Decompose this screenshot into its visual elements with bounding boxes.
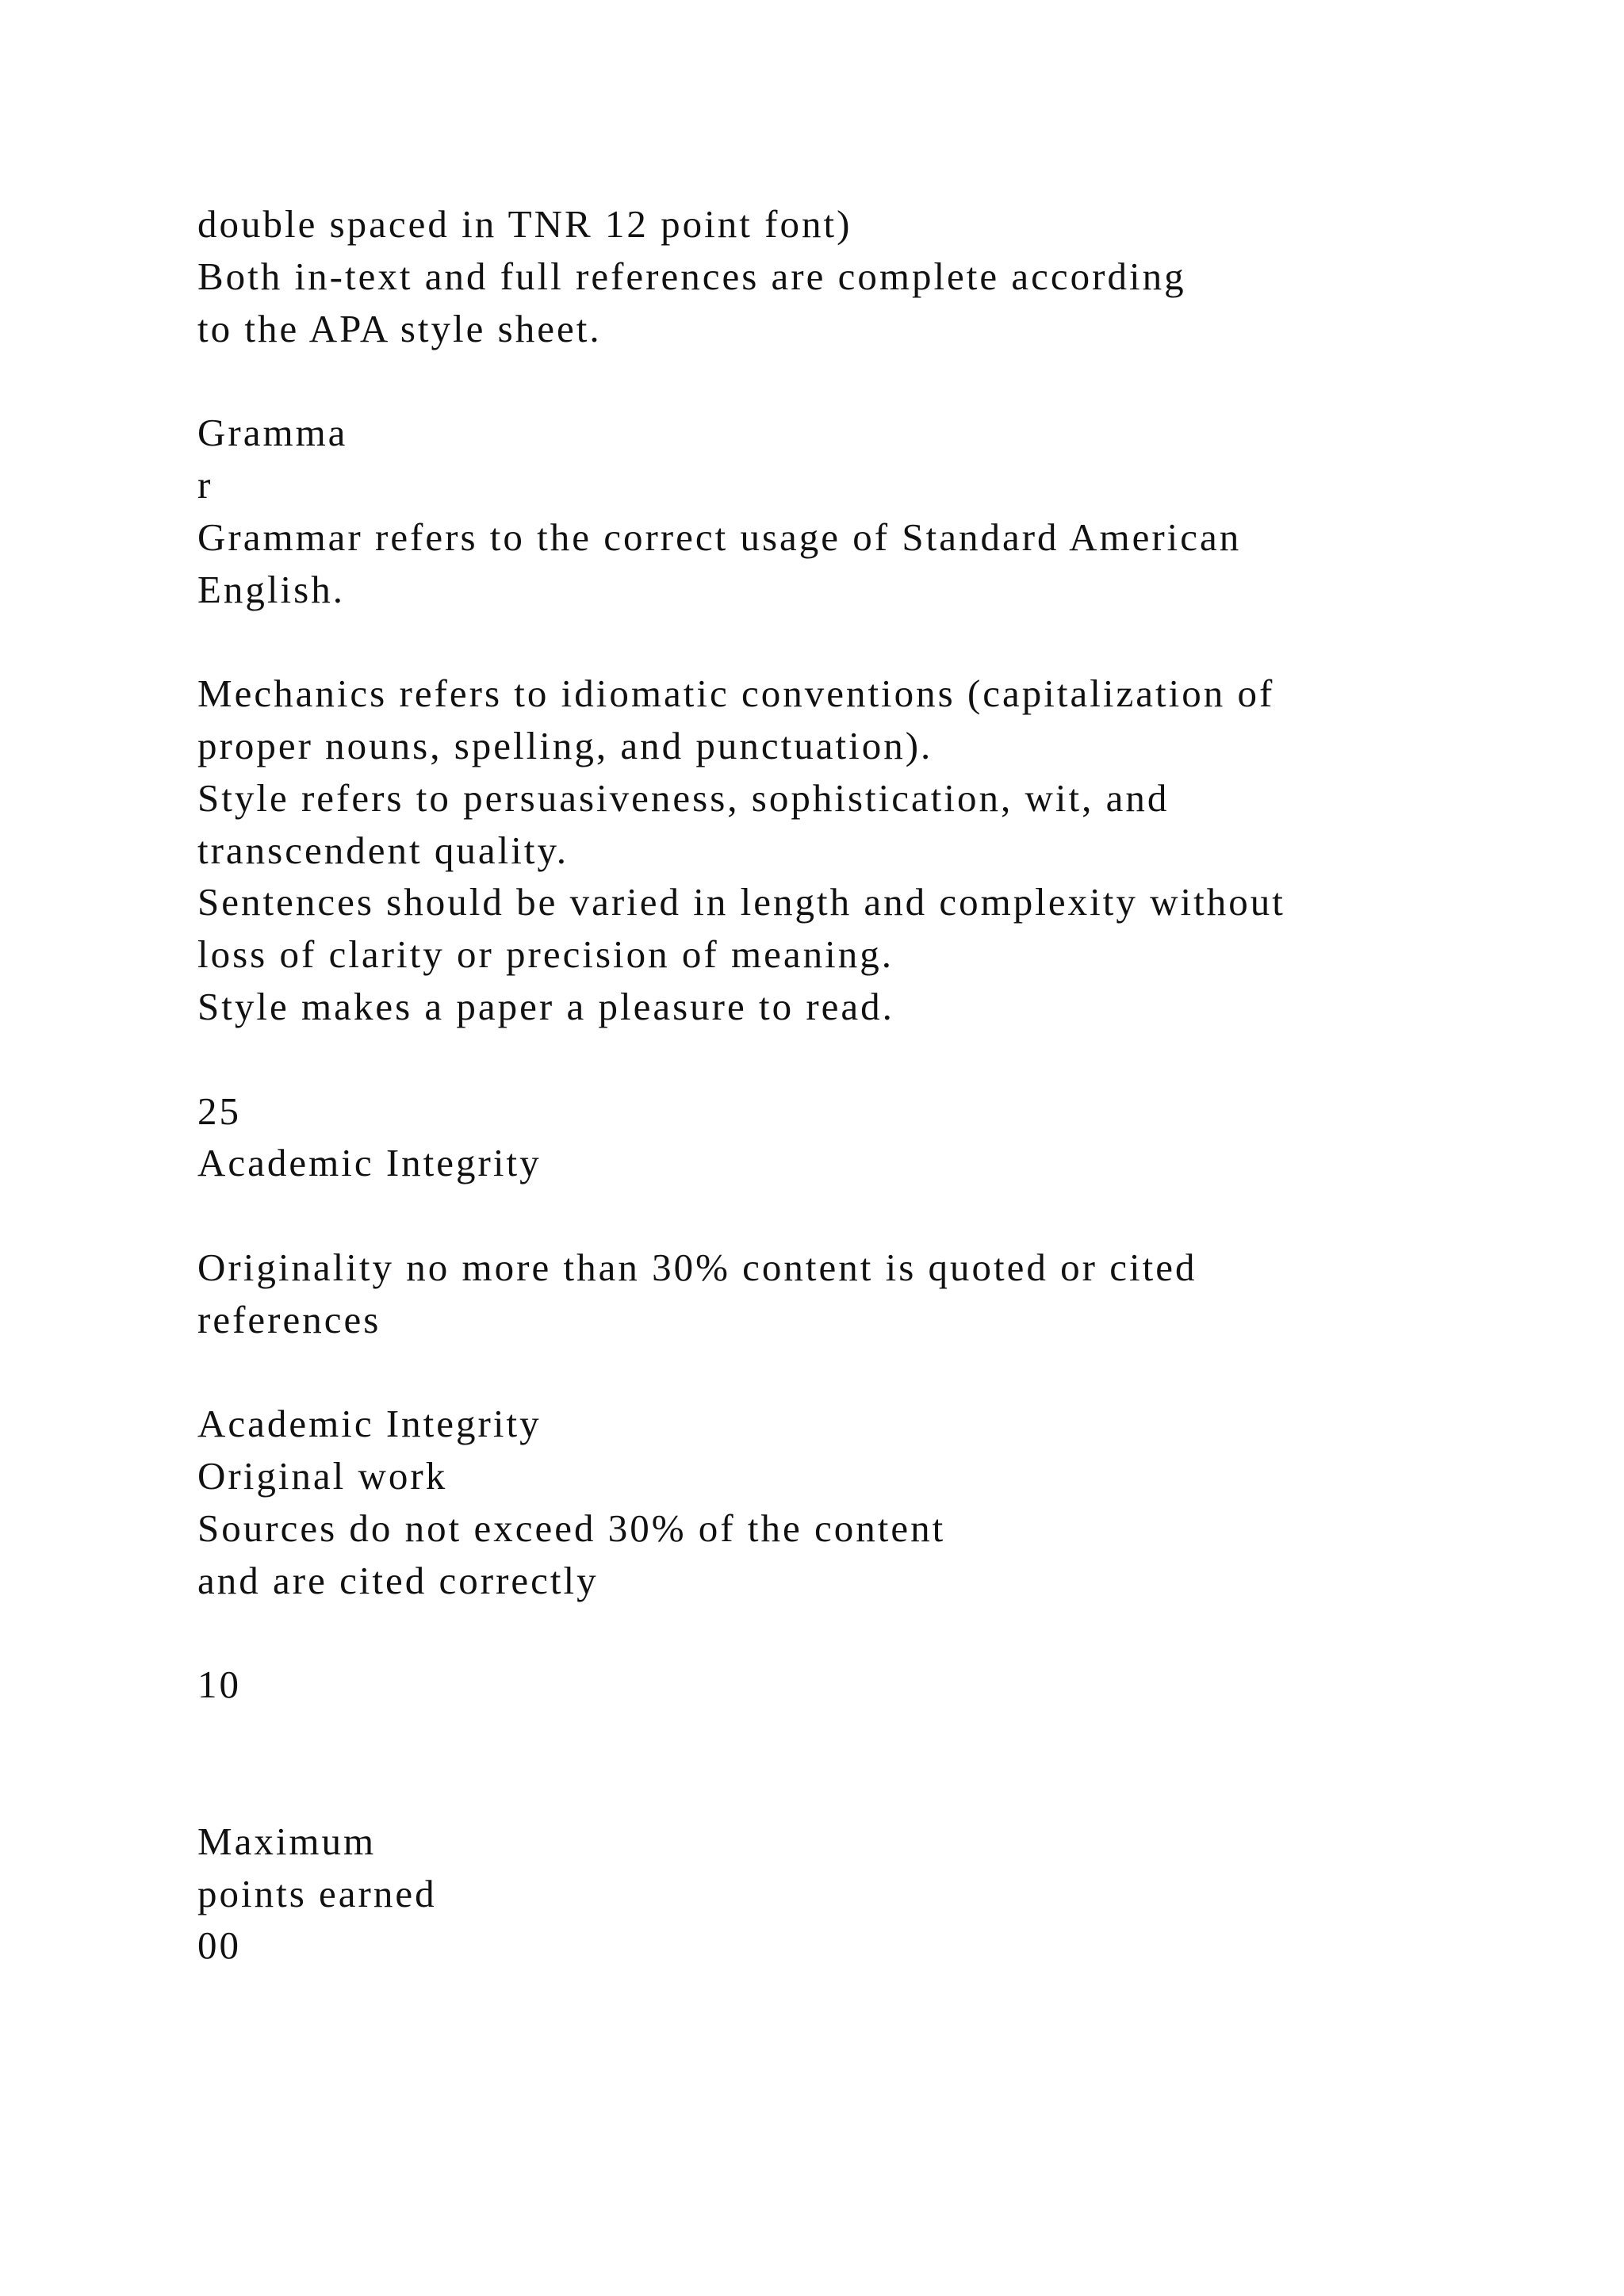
text-line: double spaced in TNR 12 point font) <box>197 202 852 246</box>
text-line: loss of clarity or precision of meaning. <box>197 932 894 977</box>
text-line: Style refers to persuasiveness, sophistication, wit, and <box>197 775 1170 820</box>
points-value: 00 <box>197 1923 241 1968</box>
text-line: Original work <box>197 1454 448 1498</box>
text-line: and are cited correctly <box>197 1558 599 1602</box>
text-line: Originality no more than 30% content is quoted or cited <box>197 1245 1197 1289</box>
text-line: to the APA style sheet. <box>197 306 602 350</box>
document-body <box>197 198 1545 1972</box>
blank-line <box>197 1033 1545 1085</box>
text-line: Style makes a paper a pleasure to read. <box>197 984 894 1028</box>
blank-line <box>197 1346 1545 1399</box>
text-line: English. <box>197 567 345 611</box>
blank-line <box>197 615 1545 668</box>
blank-line <box>197 1763 1545 1816</box>
section-heading: Academic Integrity <box>197 1402 542 1446</box>
text-line: transcendent quality. <box>197 828 569 872</box>
section-heading: r <box>197 462 213 507</box>
text-line: Sentences should be varied in length and complexity without <box>197 880 1285 924</box>
text-line: Mechanics refers to idiomatic conventions (capitalization of <box>197 672 1275 716</box>
text-line: Grammar refers to the correct usage of Standard American <box>197 515 1242 559</box>
section-heading: Gramma <box>197 411 348 455</box>
section-heading: Academic Integrity <box>197 1141 542 1185</box>
points-value: 25 <box>197 1089 241 1133</box>
text-line: Maximum <box>197 1819 377 1863</box>
text-line: references <box>197 1297 381 1341</box>
text-line: Sources do not exceed 30% of the content <box>197 1506 946 1550</box>
points-value: 10 <box>197 1663 241 1707</box>
blank-line <box>197 1189 1545 1242</box>
text-line: points earned <box>197 1871 437 1915</box>
blank-line <box>197 1711 1545 1763</box>
blank-line <box>197 354 1545 407</box>
text-line: Both in-text and full references are complete according <box>197 254 1186 298</box>
blank-line <box>197 1607 1545 1659</box>
text-line: proper nouns, spelling, and punctuation). <box>197 723 933 767</box>
